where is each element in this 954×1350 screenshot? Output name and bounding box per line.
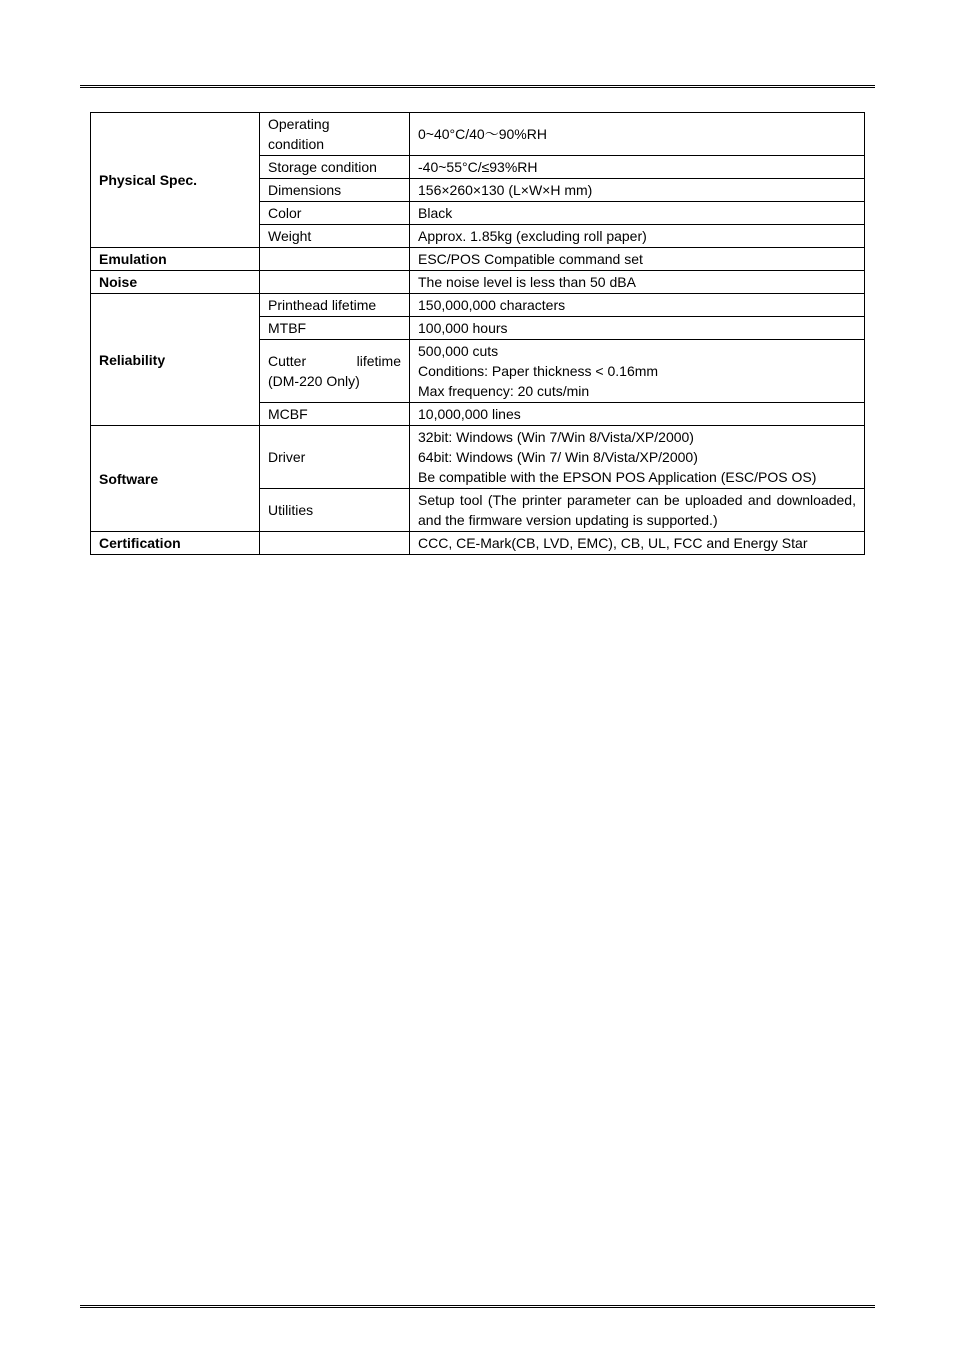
label-word: lifetime [356, 353, 401, 369]
spec-table [90, 112, 865, 555]
value-cutter-lifetime [410, 340, 865, 403]
value-line: 500,000 cuts [418, 343, 499, 359]
category-reliability: Reliability [91, 294, 260, 426]
category-software: Software [91, 426, 260, 532]
value-line: 32bit: Windows (Win 7/Win 8/Vista/XP/2000) [418, 429, 694, 445]
value-operating-condition: 0~40°C/40～90%RH [410, 113, 865, 156]
value-noise: The noise level is less than 50 dBA [410, 271, 865, 294]
table-row [91, 532, 865, 555]
label-weight: Weight [260, 225, 410, 248]
table-row [91, 426, 865, 489]
label-color: Color [260, 202, 410, 225]
label-line: (DM-220 Only) [268, 373, 360, 389]
label-dimensions: Dimensions [260, 179, 410, 202]
value-driver [410, 426, 865, 489]
empty-cell [260, 532, 410, 555]
empty-cell [260, 248, 410, 271]
category-emulation: Emulation [91, 248, 260, 271]
value-certification: CCC, CE-Mark(CB, LVD, EMC), CB, UL, FCC and Energy Star [410, 532, 865, 555]
value-line: Conditions: Paper thickness < 0.16mm [418, 363, 659, 379]
label-mcbf: MCBF [260, 403, 410, 426]
value-storage-condition: -40~55°C/≤93%RH [410, 156, 865, 179]
label-line [268, 351, 401, 371]
value-utilities: Setup tool (The printer parameter can be uploaded and downloaded, and the firmware version updating is supported.) [410, 489, 865, 532]
empty-cell [260, 271, 410, 294]
value-line: Max frequency: 20 cuts/min [418, 383, 590, 399]
label-operating-condition [260, 113, 410, 156]
label-utilities: Utilities [260, 489, 410, 532]
table-row [91, 113, 865, 156]
category-certification: Certification [91, 532, 260, 555]
value-line: Be compatible with the EPSON POS Application (ESC/POS OS) [418, 469, 817, 485]
value-dimensions: 156×260×130 (L×W×H mm) [410, 179, 865, 202]
value-weight: Approx. 1.85kg (excluding roll paper) [410, 225, 865, 248]
header-rule [80, 85, 875, 88]
label-cutter-lifetime [260, 340, 410, 403]
value-emulation: ESC/POS Compatible command set [410, 248, 865, 271]
value-color: Black [410, 202, 865, 225]
footer-rule [80, 1305, 875, 1308]
category-noise: Noise [91, 271, 260, 294]
table-row [91, 248, 865, 271]
label-line: condition [268, 136, 325, 152]
value-line: 64bit: Windows (Win 7/ Win 8/Vista/XP/2000) [418, 449, 698, 465]
label-driver: Driver [260, 426, 410, 489]
category-physical-spec: Physical Spec. [91, 113, 260, 248]
table-row [91, 271, 865, 294]
label-storage-condition: Storage condition [260, 156, 410, 179]
label-word: Cutter [268, 353, 307, 369]
label-printhead-lifetime: Printhead lifetime [260, 294, 410, 317]
value-mtbf: 100,000 hours [410, 317, 865, 340]
value-mcbf: 10,000,000 lines [410, 403, 865, 426]
table-row [91, 294, 865, 317]
label-mtbf: MTBF [260, 317, 410, 340]
label-line: Operating [268, 116, 330, 132]
value-printhead-lifetime: 150,000,000 characters [410, 294, 865, 317]
